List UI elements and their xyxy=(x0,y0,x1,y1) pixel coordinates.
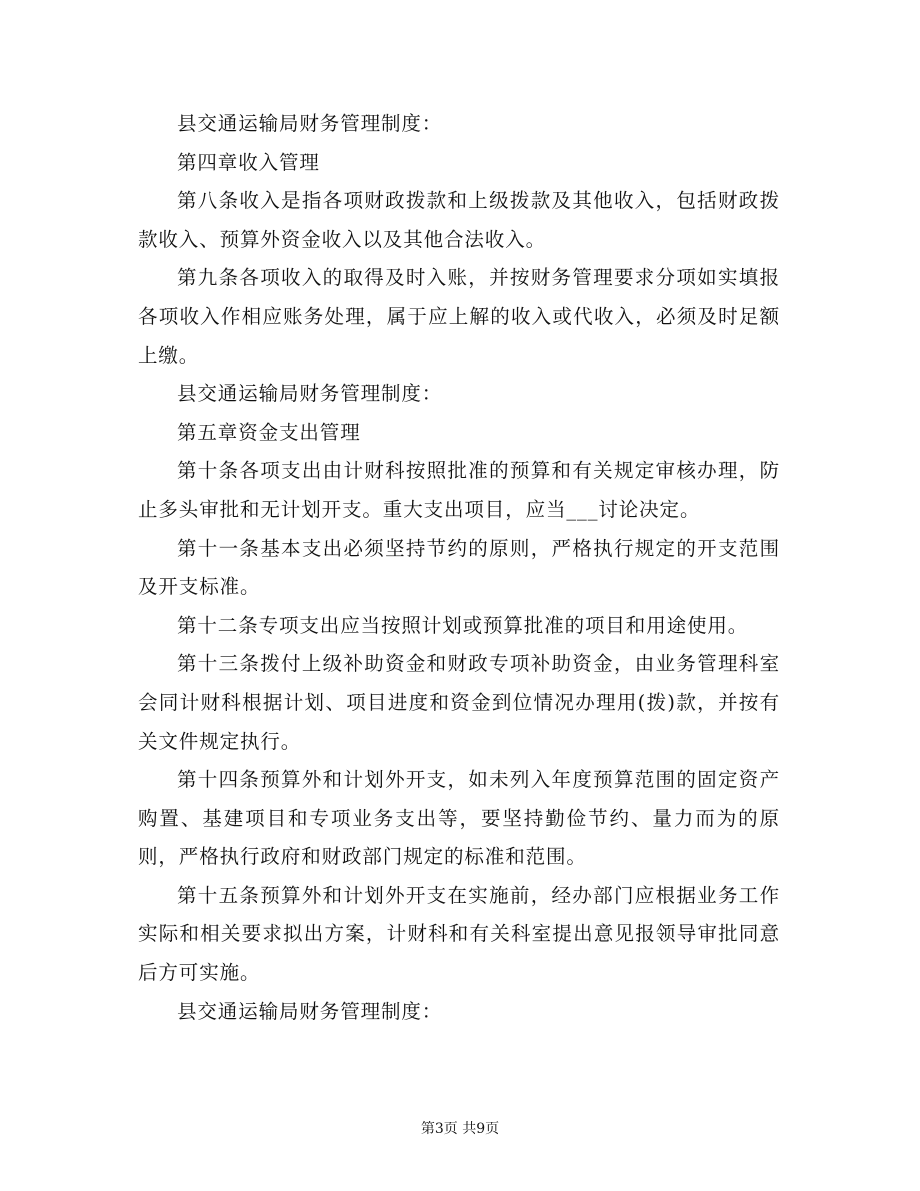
article-paragraph: 第十一条基本支出必须坚持节约的原则，严格执行规定的开支范围及开支标准。 xyxy=(138,536,780,599)
article-paragraph: 第九条各项收入的取得及时入账，并按财务管理要求分项如实填报各项收入作相应账务处理，属于应上解的收入或代收入，必须及时足额上缴。 xyxy=(138,266,780,367)
article-paragraph: 第十三条拨付上级补助资金和财政专项补助资金，由业务管理科室会同计财科根据计划、项目进度和资金到位情况办理用(拨)款，并按有关文件规定执行。 xyxy=(138,652,780,753)
chapter-title: 第五章资金支出管理 xyxy=(177,420,361,444)
chapter-title: 第四章收入管理 xyxy=(177,150,320,174)
page-number-footer: 第3页 共9页 xyxy=(420,1121,500,1137)
document-body xyxy=(138,105,780,1031)
doc-heading: 县交通运输局财务管理制度： xyxy=(177,112,443,135)
doc-heading: 县交通运输局财务管理制度： xyxy=(177,999,443,1023)
article-paragraph: 第十四条预算外和计划外开支，如未列入年度预算范围的固定资产购置、基建项目和专项业务支出等，要坚持勤俭节约、量力而为的原则，严格执行政府和财政部门规定的标准和范围。 xyxy=(138,768,780,869)
doc-heading: 县交通运输局财务管理制度： xyxy=(177,382,443,406)
article-paragraph: 第十二条专项支出应当按照计划或预算批准的项目和用途使用。 xyxy=(177,613,749,637)
article-paragraph: 第十条各项支出由计财科按照批准的预算和有关规定审核办理，防止多头审批和无计划开支。重大支出项目，应当___讨论决定。 xyxy=(138,459,780,521)
article-paragraph: 第八条收入是指各项财政拨款和上级拨款及其他收入，包括财政拨款收入、预算外资金收入以及其他合法收入。 xyxy=(138,189,780,251)
article-paragraph: 第十五条预算外和计划外开支在实施前，经办部门应根据业务工作实际和相关要求拟出方案，计财科和有关科室提出意见报领导审批同意后方可实施。 xyxy=(138,883,780,985)
